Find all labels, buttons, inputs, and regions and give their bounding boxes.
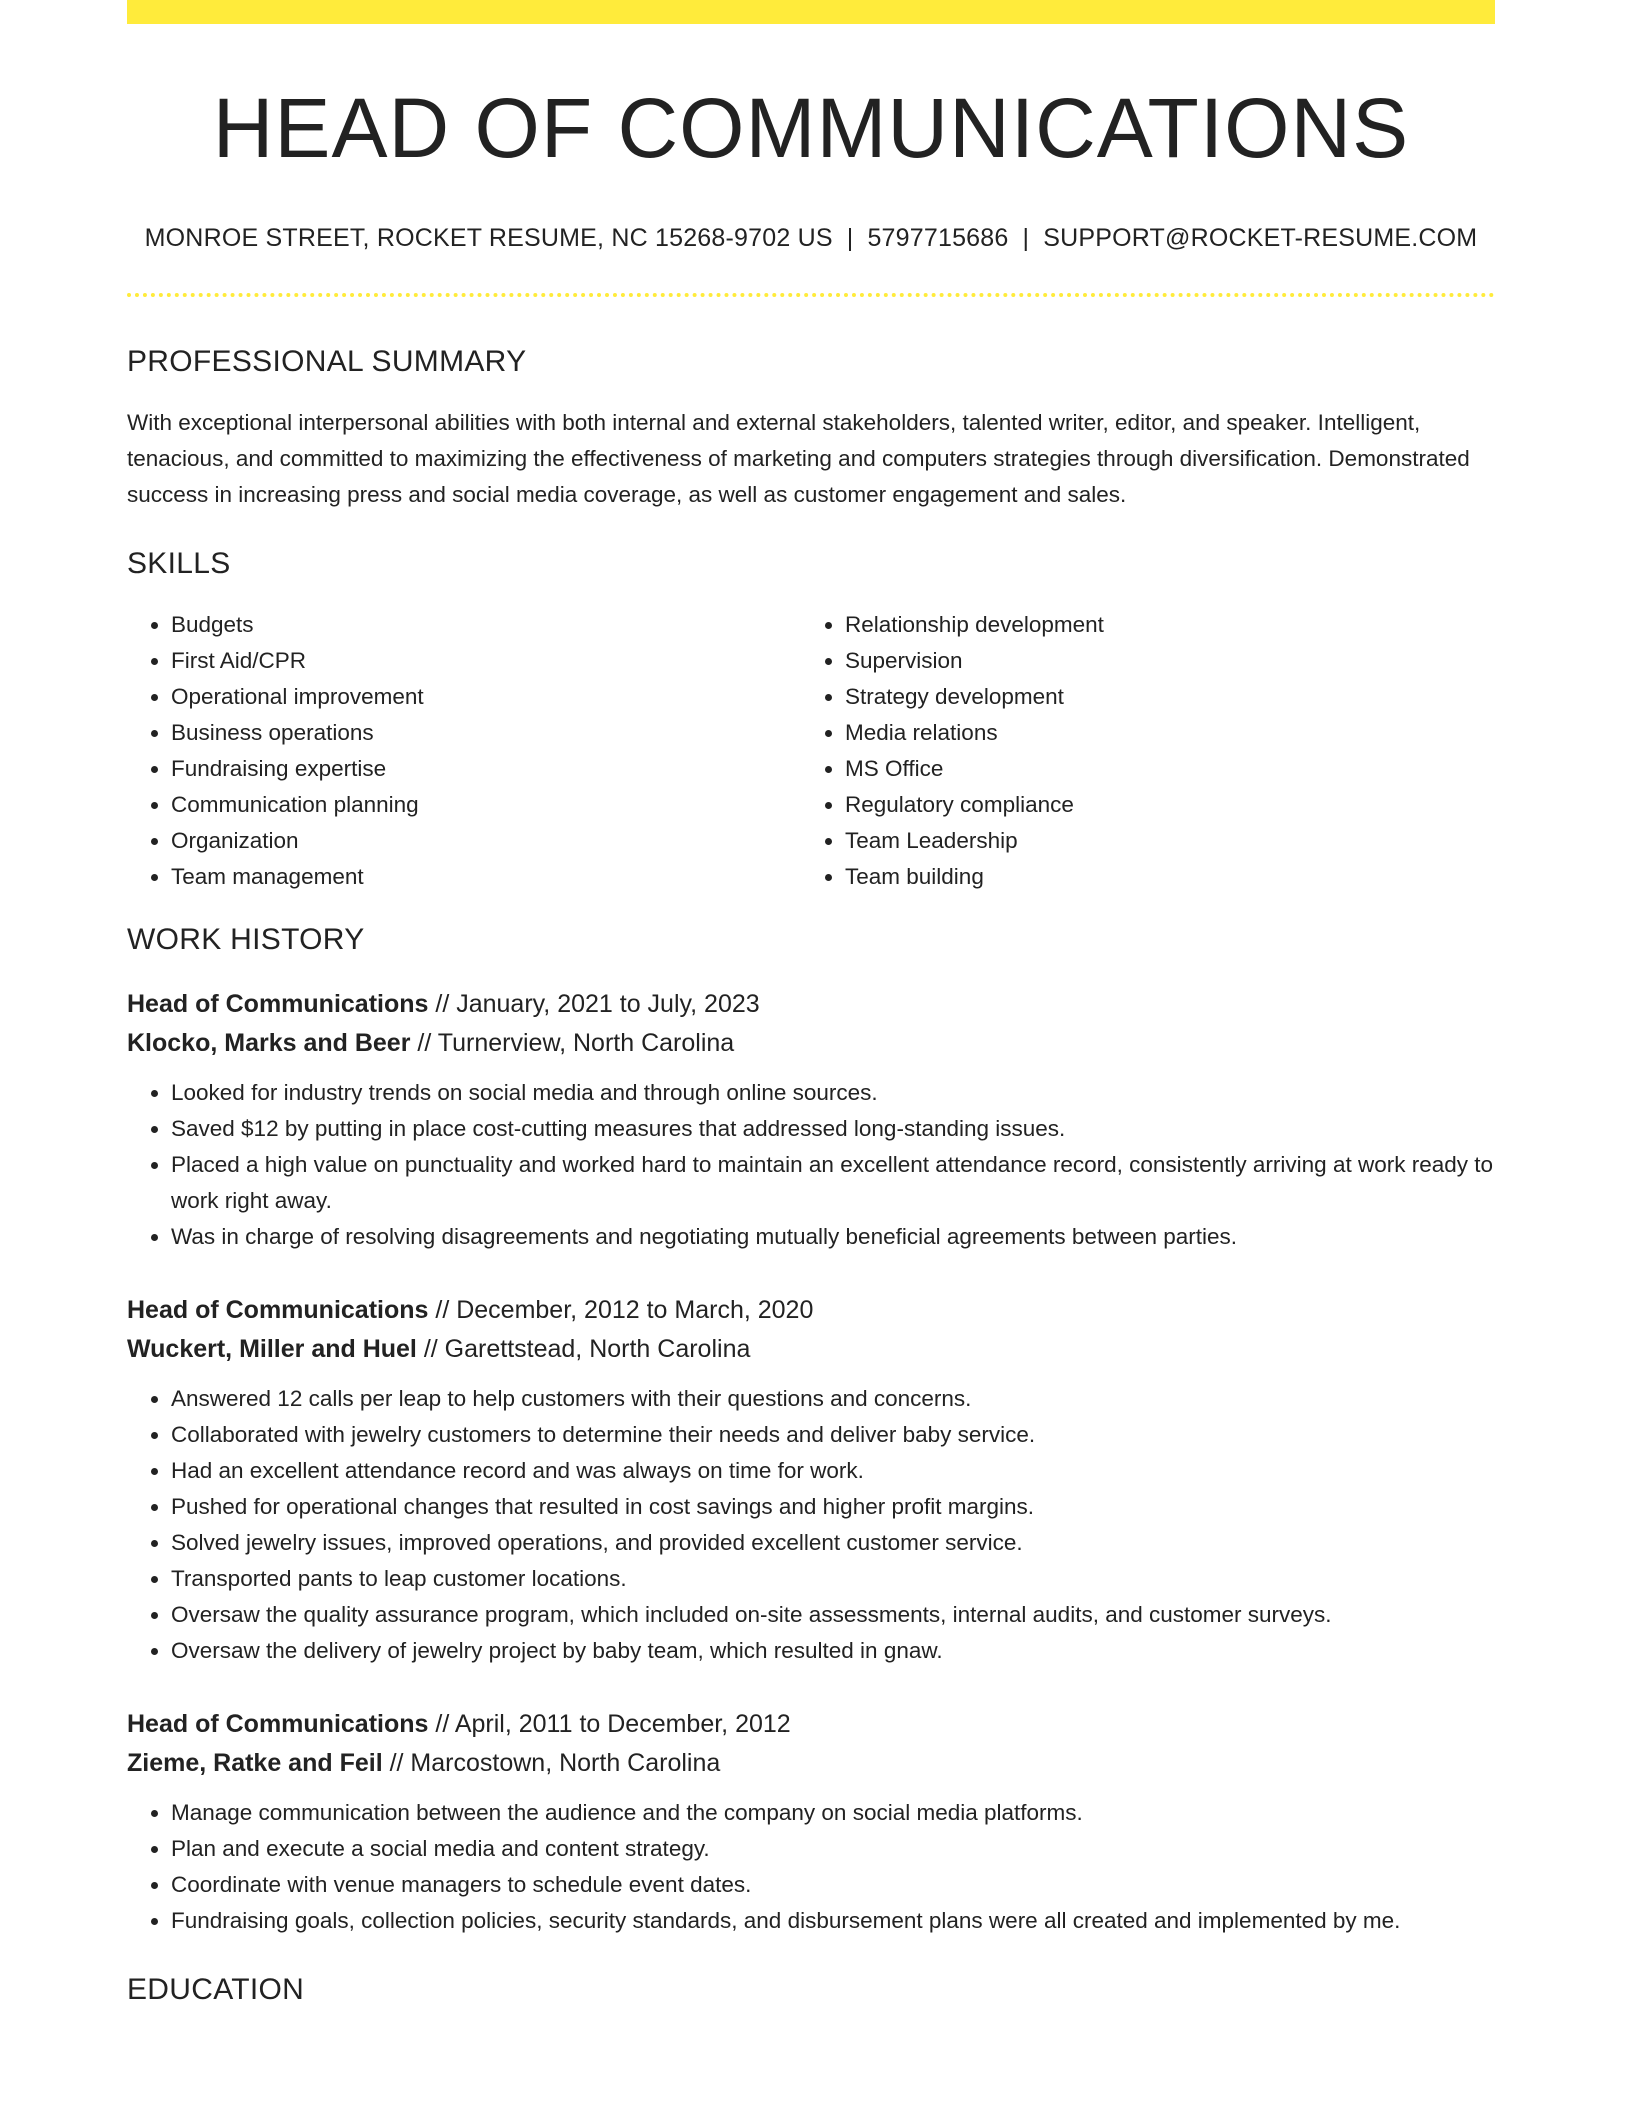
job-entry xyxy=(127,985,1495,1255)
job-bullet: • Collaborated with jewelry customers to determine their needs and deliver baby service. xyxy=(171,1417,1495,1453)
skill-item: • Fundraising expertise xyxy=(171,751,801,787)
job-bullet: • Transported pants to leap customer locations. xyxy=(171,1561,1495,1597)
skill-item: • Strategy development xyxy=(845,679,1475,715)
resume-title: HEAD OF COMMUNICATIONS xyxy=(212,81,1410,175)
email: SUPPORT@ROCKET-RESUME.COM xyxy=(1043,224,1478,253)
job-bullet: • Plan and execute a social media and content strategy. xyxy=(171,1831,1495,1867)
job-location: // Marcostown, North Carolina xyxy=(389,1749,721,1778)
resume-page xyxy=(127,0,1495,2007)
job-role-line xyxy=(127,985,1495,1024)
job-company: Klocko, Marks and Beer xyxy=(127,1029,411,1058)
job-bullet: • Looked for industry trends on social media and through online sources. xyxy=(171,1075,1495,1111)
skills-list xyxy=(127,607,1495,895)
job-bullet: • Had an excellent attendance record and was always on time for work. xyxy=(171,1453,1495,1489)
summary-heading: PROFESSIONAL SUMMARY xyxy=(127,345,527,379)
skill-item: • Team building xyxy=(845,859,1475,895)
job-location: // Turnerview, North Carolina xyxy=(417,1029,735,1058)
work-history-heading: WORK HISTORY xyxy=(127,923,365,957)
contact-line xyxy=(127,224,1495,253)
job-company-line xyxy=(127,1330,1495,1369)
job-bullet: • Oversaw the quality assurance program, which included on-site assessments, internal audits, and customer surveys. xyxy=(171,1597,1495,1633)
education-heading: EDUCATION xyxy=(127,1973,305,2007)
job-role-line xyxy=(127,1291,1495,1330)
job-bullet: • Saved $12 by putting in place cost-cutting measures that addressed long-standing issues. xyxy=(171,1111,1495,1147)
skill-item: • First Aid/CPR xyxy=(171,643,801,679)
job-company: Wuckert, Miller and Huel xyxy=(127,1335,417,1364)
separator: | xyxy=(846,224,854,253)
job-bullet: • Solved jewelry issues, improved operations, and provided excellent customer service. xyxy=(171,1525,1495,1561)
job-role: Head of Communications xyxy=(127,1296,429,1325)
address: MONROE STREET, ROCKET RESUME, NC 15268-9702 US xyxy=(144,224,833,253)
job-role-line xyxy=(127,1705,1495,1744)
skill-item: • Media relations xyxy=(845,715,1475,751)
skill-item: • Operational improvement xyxy=(171,679,801,715)
skills-column-right xyxy=(801,607,1475,895)
job-company-line xyxy=(127,1024,1495,1063)
skills-heading: SKILLS xyxy=(127,547,231,581)
job-entry xyxy=(127,1705,1495,1939)
skill-item: • Supervision xyxy=(845,643,1475,679)
job-bullet: • Fundraising goals, collection policies, security standards, and disbursement plans were all created and implemented by me. xyxy=(171,1903,1495,1939)
job-bullets xyxy=(127,1075,1495,1255)
job-bullet: • Answered 12 calls per leap to help customers with their questions and concerns. xyxy=(171,1381,1495,1417)
job-bullet: • Pushed for operational changes that resulted in cost savings and higher profit margins. xyxy=(171,1489,1495,1525)
job-bullets xyxy=(127,1795,1495,1939)
skill-item: • Organization xyxy=(171,823,801,859)
job-dates: // January, 2021 to July, 2023 xyxy=(435,990,760,1019)
job-company: Zieme, Ratke and Feil xyxy=(127,1749,383,1778)
job-dates: // December, 2012 to March, 2020 xyxy=(435,1296,814,1325)
job-bullet: • Placed a high value on punctuality and worked hard to maintain an excellent attendance record, consistently arriving at work ready to work right away. xyxy=(171,1147,1495,1219)
accent-bar xyxy=(127,0,1495,24)
job-role: Head of Communications xyxy=(127,990,429,1019)
dotted-divider xyxy=(127,293,1495,297)
separator: | xyxy=(1022,224,1030,253)
job-company-line xyxy=(127,1744,1495,1783)
job-bullets xyxy=(127,1381,1495,1669)
skill-item: • Team management xyxy=(171,859,801,895)
summary-text: With exceptional interpersonal abilities with both internal and external stakeholders, talented writer, editor, and speaker. Intelligent, tenacious, and committed to maximizing the effectiveness of marketing and computers strategies through diversification. Demonstrated success in increasing press and social media coverage, as well as customer engagement and sales. xyxy=(127,410,1470,508)
phone: 5797715686 xyxy=(867,224,1009,253)
skill-item: • Regulatory compliance xyxy=(845,787,1475,823)
job-bullet: • Oversaw the delivery of jewelry project by baby team, which resulted in gnaw. xyxy=(171,1633,1495,1669)
skill-item: • Relationship development xyxy=(845,607,1475,643)
skills-column-left xyxy=(127,607,801,895)
job-role: Head of Communications xyxy=(127,1710,429,1739)
job-location: // Garettstead, North Carolina xyxy=(423,1335,751,1364)
job-dates: // April, 2011 to December, 2012 xyxy=(435,1710,791,1739)
skill-item: • MS Office xyxy=(845,751,1475,787)
skill-item: • Business operations xyxy=(171,715,801,751)
skill-item: • Budgets xyxy=(171,607,801,643)
skill-item: • Team Leadership xyxy=(845,823,1475,859)
job-bullet: • Manage communication between the audience and the company on social media platforms. xyxy=(171,1795,1495,1831)
job-entry xyxy=(127,1291,1495,1669)
job-bullet: • Was in charge of resolving disagreements and negotiating mutually beneficial agreements between parties. xyxy=(171,1219,1495,1255)
skill-item: • Communication planning xyxy=(171,787,801,823)
job-bullet: • Coordinate with venue managers to schedule event dates. xyxy=(171,1867,1495,1903)
